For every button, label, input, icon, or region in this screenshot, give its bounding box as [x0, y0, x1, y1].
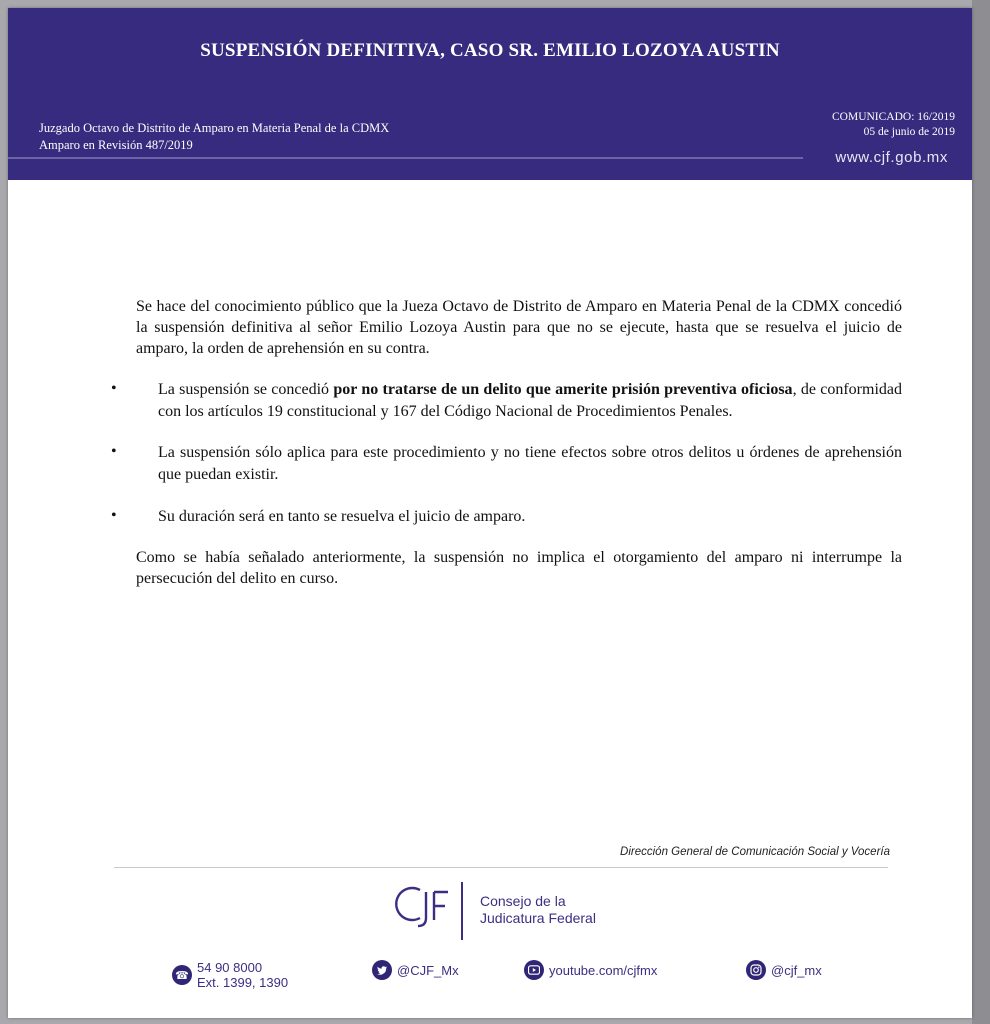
communique-date: 05 de junio de 2019	[863, 126, 955, 138]
bullet-1-start: La suspensión se concedió	[158, 381, 334, 398]
website-link[interactable]: www.cjf.gob.mx	[835, 149, 948, 166]
phone-icon: ☎	[172, 965, 192, 985]
bullet-item-2: La suspensión sólo aplica para este procedimiento y no tiene efectos sobre otros delitos u órdenes de aprehensión que puedan existir.	[158, 444, 902, 483]
bullet-marker: •	[111, 507, 117, 524]
instagram-icon	[746, 960, 766, 980]
contact-phone	[172, 960, 288, 990]
page-title: SUSPENSIÓN DEFINITIVA, CASO SR. EMILIO LOZOYA AUSTIN	[200, 40, 780, 61]
contact-instagram[interactable]	[746, 960, 822, 980]
case-number: Amparo en Revisión 487/2019	[39, 138, 193, 152]
logo-wordmark	[480, 893, 596, 927]
phone-extensions: Ext. 1399, 1390	[197, 975, 289, 990]
bullet-1-end: , de conformidad con los artículos 19 constitucional y 167 del Código Nacional de Procedimientos Penales.	[158, 381, 902, 420]
page-edge	[972, 0, 990, 1024]
court-name: Juzgado Octavo de Distrito de Amparo en Materia Penal de la CDMX	[39, 121, 390, 135]
header-divider	[8, 157, 803, 159]
bullet-item-3: Su duración será en tanto se resuelva el juicio de amparo.	[158, 508, 526, 525]
youtube-channel: youtube.com/cjfmx	[549, 962, 658, 978]
twitter-handle: @CJF_Mx	[397, 962, 459, 978]
communique-info	[832, 110, 955, 140]
bullet-marker: •	[111, 443, 117, 460]
signature-line: Dirección General de Comunicación Social y Vocería	[620, 846, 890, 858]
intro-paragraph: Se hace del conocimiento público que la Jueza Octavo de Distrito de Amparo en Materia Penal de la CDMX concedió la suspensión definitiva al señor Emilio Lozoya Austin para que no se ejecute, hasta que se resuelva el juicio de amparo, la orden de aprehensión en su contra.	[136, 298, 902, 357]
logo-line-1: Consejo de la	[480, 893, 566, 909]
contact-twitter[interactable]	[372, 960, 459, 980]
phone-number: 54 90 8000	[197, 960, 263, 975]
twitter-icon	[372, 960, 392, 980]
footer-divider	[114, 867, 888, 868]
cjf-logo-icon	[390, 876, 470, 942]
closing-paragraph: Como se había señalado anteriormente, la suspensión no implica el otorgamiento del amparo ni interrumpe la persecución del delito en curso.	[136, 549, 902, 587]
contact-youtube[interactable]	[524, 960, 657, 980]
header-banner	[8, 8, 972, 180]
communique-number: COMUNICADO: 16/2019	[832, 111, 955, 123]
logo-line-2: Judicatura Federal	[480, 910, 596, 926]
bullet-marker: •	[111, 380, 117, 397]
bullet-item-1	[158, 379, 902, 423]
youtube-icon	[524, 960, 544, 980]
bullet-1-emphasis: por no tratarse de un delito que amerite prisión preventiva oficiosa	[333, 381, 793, 398]
court-info	[39, 120, 389, 154]
instagram-handle: @cjf_mx	[771, 962, 822, 978]
document-page	[8, 8, 972, 1018]
